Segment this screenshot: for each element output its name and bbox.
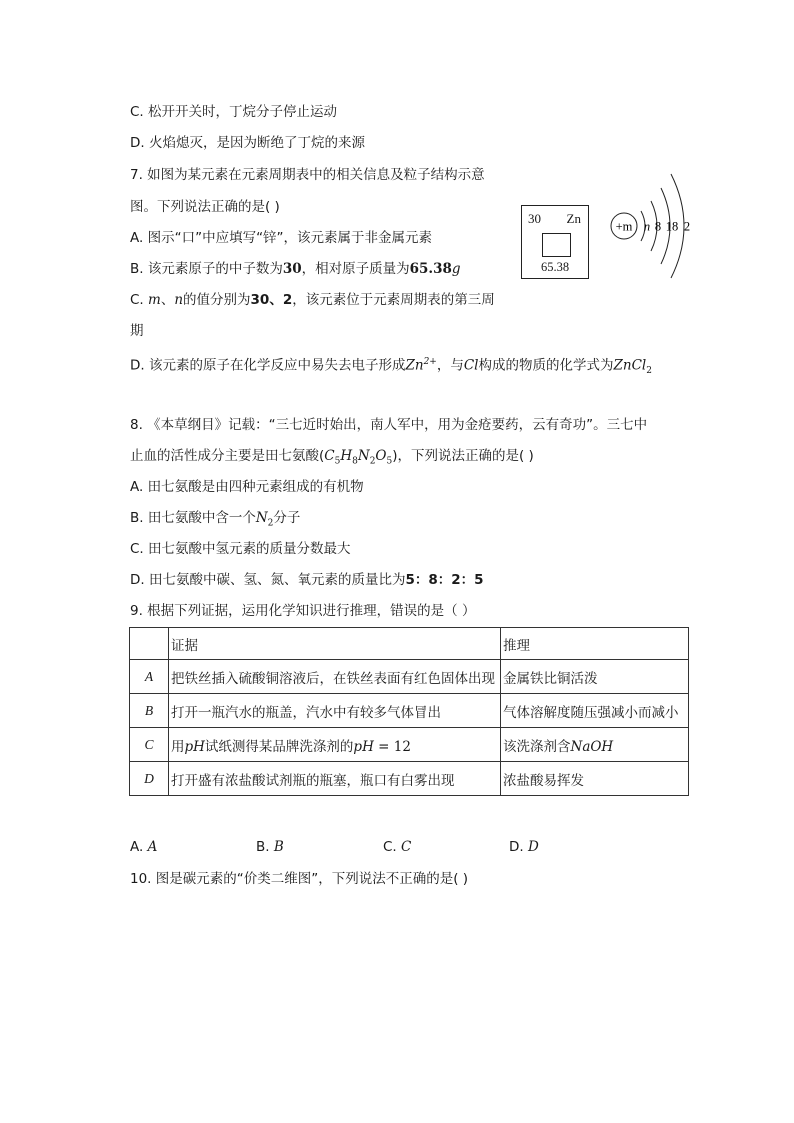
row-evidence-mid: 试纸测得某品牌洗涤剂的 (204, 738, 354, 755)
option-prefix: B. (256, 839, 274, 855)
q8-formula-n-sub: 2 (369, 456, 376, 467)
row-inference: 金属铁比铜活泼 (501, 660, 689, 694)
q8-b-n2-sub: 2 (267, 518, 274, 529)
option-prefix: D. (509, 839, 528, 855)
q8-option-d (130, 571, 484, 589)
q8-stem-suffix: )，下列说法正确的是( ) (392, 448, 534, 464)
element-name-blank (542, 233, 571, 257)
q7-b-mass: 65.38 (409, 261, 452, 277)
q7-d-mid: ，与 (436, 357, 464, 374)
q7-b-unit: g (451, 261, 461, 277)
option-value: A (147, 839, 158, 855)
q7-d-ion: Zn (405, 357, 424, 374)
q7-b-prefix: B. 该元素原子的中子数为 (130, 261, 283, 277)
q8-formula-n: N (357, 448, 370, 464)
table-row (130, 660, 689, 694)
q9-stem: 9. 根据下列证据，运用化学知识进行推理，错误的是（ ） (130, 603, 476, 619)
row-evidence-pre: 用 (171, 738, 185, 755)
option-prefix: A. (130, 839, 148, 855)
q8-d-prefix: D. 田七氨酸中碳、氢、氮、氧元素的质量比为 (130, 572, 406, 588)
q7-c-prefix: C. (130, 292, 149, 308)
row-inference-pre: 该洗涤剂含 (503, 738, 571, 755)
q8-stem-line1: 8. 《本草纲目》记载：“三七近时始出，南人军中，用为金疮要药，云有奇功”。三七中 (130, 417, 648, 433)
table-row (130, 762, 689, 796)
q7-option-c (130, 291, 495, 309)
q7-c-mid: 的值分别为 (183, 292, 251, 308)
q8-formula-h: H (340, 448, 353, 464)
row-evidence-ph: pH (184, 738, 205, 755)
option-prefix: C. (383, 839, 402, 855)
row-evidence: 打开盛有浓盐酸试剂瓶的瓶塞，瓶口有白雾出现 (169, 762, 501, 796)
row-label: A (130, 660, 169, 694)
q7-option-d (130, 353, 652, 380)
option-value: B (273, 839, 284, 855)
row-inference: 浓盐酸易挥发 (501, 762, 689, 796)
option-value: C (401, 839, 412, 855)
q7-stem-line1: 7. 如图为某元素在元素周期表中的相关信息及粒子结构示意 (130, 167, 485, 183)
q8-formula-h-sub: 8 (352, 456, 358, 467)
shell-electrons-18: 18 (665, 219, 679, 234)
q7-stem-line2: 图。下列说法正确的是( ) (130, 199, 280, 215)
nucleus-charge: +m (615, 219, 633, 234)
q7-c-post: ，该元素位于元素周期表的第三周 (292, 292, 495, 308)
q8-d-ratio: 5：8：2：5 (405, 572, 484, 588)
q7-d-prefix: D. 该元素的原子在化学反应中易失去电子形成 (130, 357, 406, 374)
q7-c-vals: 30、2 (250, 292, 293, 308)
q7-option-c-cont: 期 (130, 323, 144, 339)
atom-structure-diagram (605, 166, 693, 286)
element-symbol: Zn (566, 211, 581, 226)
table-header-evidence: 证据 (169, 628, 501, 660)
table-row (130, 694, 689, 728)
q8-option-a: A. 田七氨酸是由四种元素组成的有机物 (130, 479, 364, 495)
q8-b-suffix: 分子 (273, 510, 301, 526)
shell-electrons-8: 8 (654, 219, 662, 234)
table-header-blank (130, 628, 169, 660)
row-inference (501, 728, 689, 762)
shell-electrons-n: n (643, 219, 651, 234)
row-evidence-value: = 12 (373, 738, 411, 755)
q8-option-c: C. 田七氨酸中氢元素的质量分数最大 (130, 541, 351, 557)
q7-d-mid2: 构成的物质的化学式为 (478, 357, 614, 374)
q8-b-n2: N (255, 510, 268, 526)
q6-option-c: C. 松开开关时，丁烷分子停止运动 (130, 104, 338, 120)
q9-option-d (509, 839, 539, 855)
q8-formula-o-sub: 5 (386, 456, 393, 467)
q8-formula-c-sub: 5 (334, 456, 341, 467)
row-label: D (130, 762, 169, 796)
shell-electrons-2: 2 (683, 219, 691, 234)
row-label: C (130, 728, 169, 762)
element-box (521, 205, 589, 279)
q9-option-b (256, 839, 284, 855)
q7-option-a: A. 图示“口”中应填写“锌”，该元素属于非金属元素 (130, 230, 433, 246)
row-evidence (169, 728, 501, 762)
row-label: B (130, 694, 169, 728)
q10-stem: 10. 图是碳元素的“价类二维图”，下列说法不正确的是( ) (130, 871, 469, 887)
q9-table (129, 627, 689, 796)
q7-c-n: n (174, 292, 184, 308)
q8-option-b (130, 509, 300, 533)
q9-option-a (130, 839, 157, 855)
row-inference-formula: NaOH (570, 738, 614, 755)
element-atomic-number: 30 (528, 211, 541, 226)
option-value: D (527, 839, 539, 855)
q7-c-sep: 、 (160, 292, 175, 308)
q8-formula-o: O (375, 448, 387, 464)
q8-stem-prefix: 止血的活性成分主要是田七氨酸( (130, 448, 325, 464)
table-row (130, 728, 689, 762)
q7-b-mid: ，相对原子质量为 (301, 261, 410, 277)
q7-b-neutrons: 30 (282, 261, 302, 277)
table-header-row (130, 628, 689, 660)
q8-stem-line2 (130, 447, 534, 471)
q7-option-b (130, 260, 461, 278)
row-inference: 气体溶解度随压强减小而减小 (501, 694, 689, 728)
q7-c-m: m (148, 292, 161, 308)
q9-option-c (383, 839, 411, 855)
table-header-inference: 推理 (501, 628, 689, 660)
row-evidence: 把铁丝插入硫酸铜溶液后，在铁丝表面有红色固体出现 (169, 660, 501, 694)
q6-option-d: D. 火焰熄灭，是因为断绝了丁烷的来源 (130, 135, 365, 151)
q7-d-formula-sub: 2 (646, 366, 652, 377)
q8-b-prefix: B. 田七氨酸中含一个 (130, 510, 256, 526)
row-evidence: 打开一瓶汽水的瓶盖，汽水中有较多气体冒出 (169, 694, 501, 728)
q8-formula-c: C (324, 448, 335, 464)
row-evidence-ph-eq: pH (353, 738, 374, 755)
element-atomic-mass: 65.38 (540, 260, 570, 274)
q7-d-formula: ZnCl (613, 357, 647, 374)
q7-d-ion-charge: 2+ (423, 357, 437, 367)
q7-d-cl: Cl (463, 357, 479, 374)
